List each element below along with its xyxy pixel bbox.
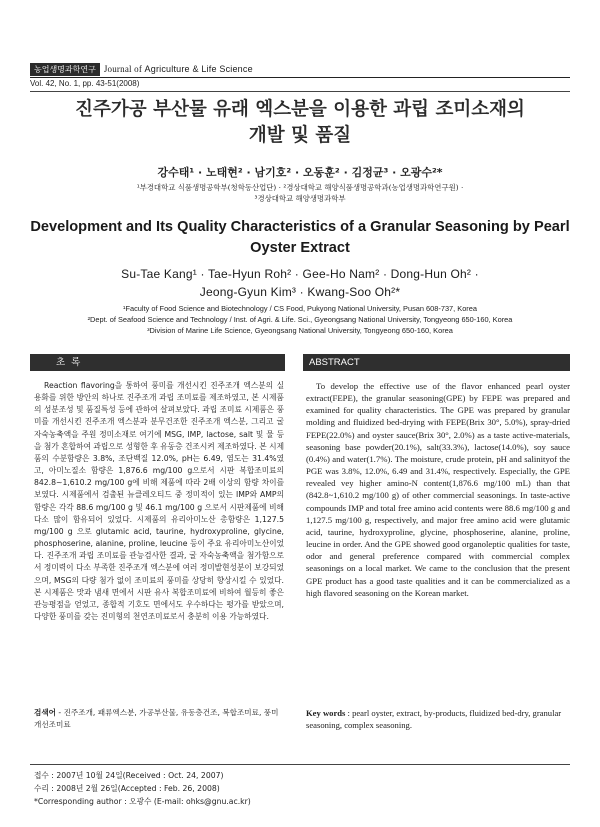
korean-title-line-2: 개발 및 품질 bbox=[248, 125, 352, 146]
english-keywords bbox=[306, 707, 570, 731]
korean-title-line-1: 진주가공 부산물 유래 엑스분을 이용한 과립 조미소재의 bbox=[75, 99, 525, 120]
english-abstract-body: To develop the effective use of the flavor enhanced pearl oyster extract(FEPE), the granular seasoning(GPE) by FEPE was prepared and examined for quality characteristics. The GPE was prepared by granular molding and fluidized bed-drying with FEPE(Brix 30°, 5.0%), spray-dried FEPE(22.0%) and oyster sauce(Brix 30°, 2.0%) as a taste active-materials, seasoning base powder(20.1%), salt(33.3%), lactose(14.0%), soy sauce (0.4%) and water(1.7%). The moisture, crude protein, pH and salinityof the PGE was 3.8%, 12.0%, 6.49 and 31.4%, respectively. Especially, the GPE revealed vey higher amino-N content(1,876.6 mg/100 mL) than that (842.8~1,610.2 mg/100 g) of other commercial seasonings. In taste-active compounds IMP and total free amino acid contents were 88.6 mg/100 g and 1,127.5 mg/100 g, respectively, and major free amino acid were glutamic acid, taurine, hydroxyproline, glycine, phosphoserine, alanine, proline, leucine in order. And the GPE showed good organoleptic qualities for taste, odor and general preference compared with commercial complex seasonings on a local market. We came to the conclusion that the present GPE product has a good taste qualities and it can be commercialized as a high flavored seasoning on the Korean market. bbox=[306, 381, 570, 598]
footnote-corresponding-author: *Corresponding author : 오광수 (E-mail: ohks@gnu.ac.kr) bbox=[34, 796, 251, 806]
korean-authors: 강수태¹ · 노태현² · 남기호² · 오동훈² · 김정균³ · 오광수²* bbox=[157, 166, 443, 179]
footnote-accepted: 수리 : 2008년 2월 26일(Accepted : Feb. 26, 2008) bbox=[34, 783, 220, 793]
english-abstract-heading: ABSTRACT bbox=[303, 354, 570, 371]
korean-affiliation-2: ³경상대학교 해양생명과학부 bbox=[254, 194, 346, 203]
english-keywords-text: : pearl oyster, extract, by-products, fluidized bed-dry, granular seasoning, complex seasoning. bbox=[306, 708, 562, 730]
korean-keywords-text: - 진주조개, 패류엑스분, 가공부산물, 유동층건조, 복합조미료, 풍미개선조미료 bbox=[34, 708, 279, 729]
english-authors-line-2: Jeong-Gyun Kim³ · Kwang-Soo Oh²* bbox=[199, 285, 401, 299]
journal-badge: 농업생명과학연구 bbox=[30, 63, 100, 76]
journal-name-rest: Agriculture & Life Science bbox=[144, 64, 253, 74]
english-authors-line-1: Su-Tae Kang¹ · Tae-Hyun Roh² · Gee-Ho Nam² · Dong-Hun Oh² · bbox=[121, 267, 479, 281]
korean-abstract-heading: 초록 bbox=[30, 354, 285, 371]
korean-abstract-body: Reaction flavoring을 통하여 풍미를 개선시킨 진주조개 엑스분의 실용화를 위한 방안의 하나로 진주조개 과립 조미료를 제조하였고, 본 시제품의 성분조성 및 품질특성 등에 관하여 살펴보았다. 과립 조미료 시제품은 풍미를 개선시킨 진주조개 엑스분과 분무건조한 진주조개 엑스분, 그리고 굴 자숙농축액을 주원 정미소재로 여기에 MSG, IMP, lactose, salt 및 물 등을 첨가 혼합하여 과립으로 성형한 후 유동층 건조시켜 제조하였다. 본 시제품의 수분함량은 3.8%, 조단백질 12.0%, pH는 6.49, 염도는 31.4%였고, 아미노질소 함량은 1,876.6 mg/100 g으로서 시판 복합조미료의 842.8~1,610.2 mg/100 g에 비해 제품에 따라 2배 이상의 함량 차이를 보였다. 시제품에서 검출된 뉴클레오티드 중 정미적이 있는 IMP와 AMP의 함량은 각각 88.6 mg/100 g 및 46.1 mg/100 g 으로서 시판제품에 비해 다소 많이 함유되어 있었다. 시제품의 유리아미노산 총함량은 1,127.5 mg/100 g 으로 glutamic acid, taurine, hydroxyproline, glycine, phosphoserine, alanine, proline, leucine 등이 주요 유리아미노산이었다. 진주조개 과립 조미료를 관능검사한 결과, 굴 자숙농축액을 첨가함으로서 정미력이 다소 부족한 진주조개 엑스분에 여러 정미발현성분이 보강되었으며, MSG의 다량 첨가 없이 조미료의 풍미를 상당히 향상시킬 수 있었다. 본 시제품은 맛과 냄새 면에서 시판 유사 복합조미료에 비하여 월등히 좋은 관능평점을 얻었고, 종합적 기호도 면에서도 우수하다는 평가를 받았으며, 다양한 풍미를 갖는 진미형의 천연조미료로서 충분히 이용 가능하였다. bbox=[34, 381, 284, 621]
english-title-line-1: Development and Its Quality Characteristics of a Granular Seasoning by Pearl bbox=[30, 219, 570, 235]
korean-keywords bbox=[34, 707, 284, 731]
journal-name bbox=[104, 64, 253, 74]
journal-name-prefix: Journal of bbox=[103, 64, 143, 74]
english-keywords-label: Key words bbox=[306, 708, 346, 718]
volume-info: Vol. 42, No. 1, pp. 43-51(2008) bbox=[30, 79, 140, 88]
footnotes bbox=[34, 770, 554, 808]
english-affiliation-1: ¹Faculty of Food Science and Biotechnology / CS Food, Pukyong National University, Pusan 608-737, Korea bbox=[123, 304, 477, 313]
footnote-received: 접수 : 2007년 10월 24일(Received : Oct. 24, 2007) bbox=[34, 771, 224, 780]
header-rule bbox=[30, 77, 570, 78]
korean-affiliation-1: ¹부경대학교 식품생명공학부(청학동산업단) · ²경상대학교 해양식품생명공학과(농업생명과학연구원) · bbox=[136, 183, 464, 192]
english-title-line-2: Oyster Extract bbox=[250, 240, 350, 256]
english-affiliation-2: ²Dept. of Seafood Science and Technology / Inst. of Agri. & Life. Sci., Gyeongsang National University, Tongyeong 650-160, Korea bbox=[87, 315, 513, 324]
footnote-rule bbox=[30, 764, 570, 765]
journal-header bbox=[30, 62, 253, 76]
english-affiliation-3: ³Division of Marine Life Science, Gyeongsang National University, Tongyeong 650-160, Korea bbox=[147, 326, 453, 335]
header-rule-lower bbox=[30, 91, 570, 92]
korean-keywords-label: 검색어 bbox=[34, 708, 57, 717]
